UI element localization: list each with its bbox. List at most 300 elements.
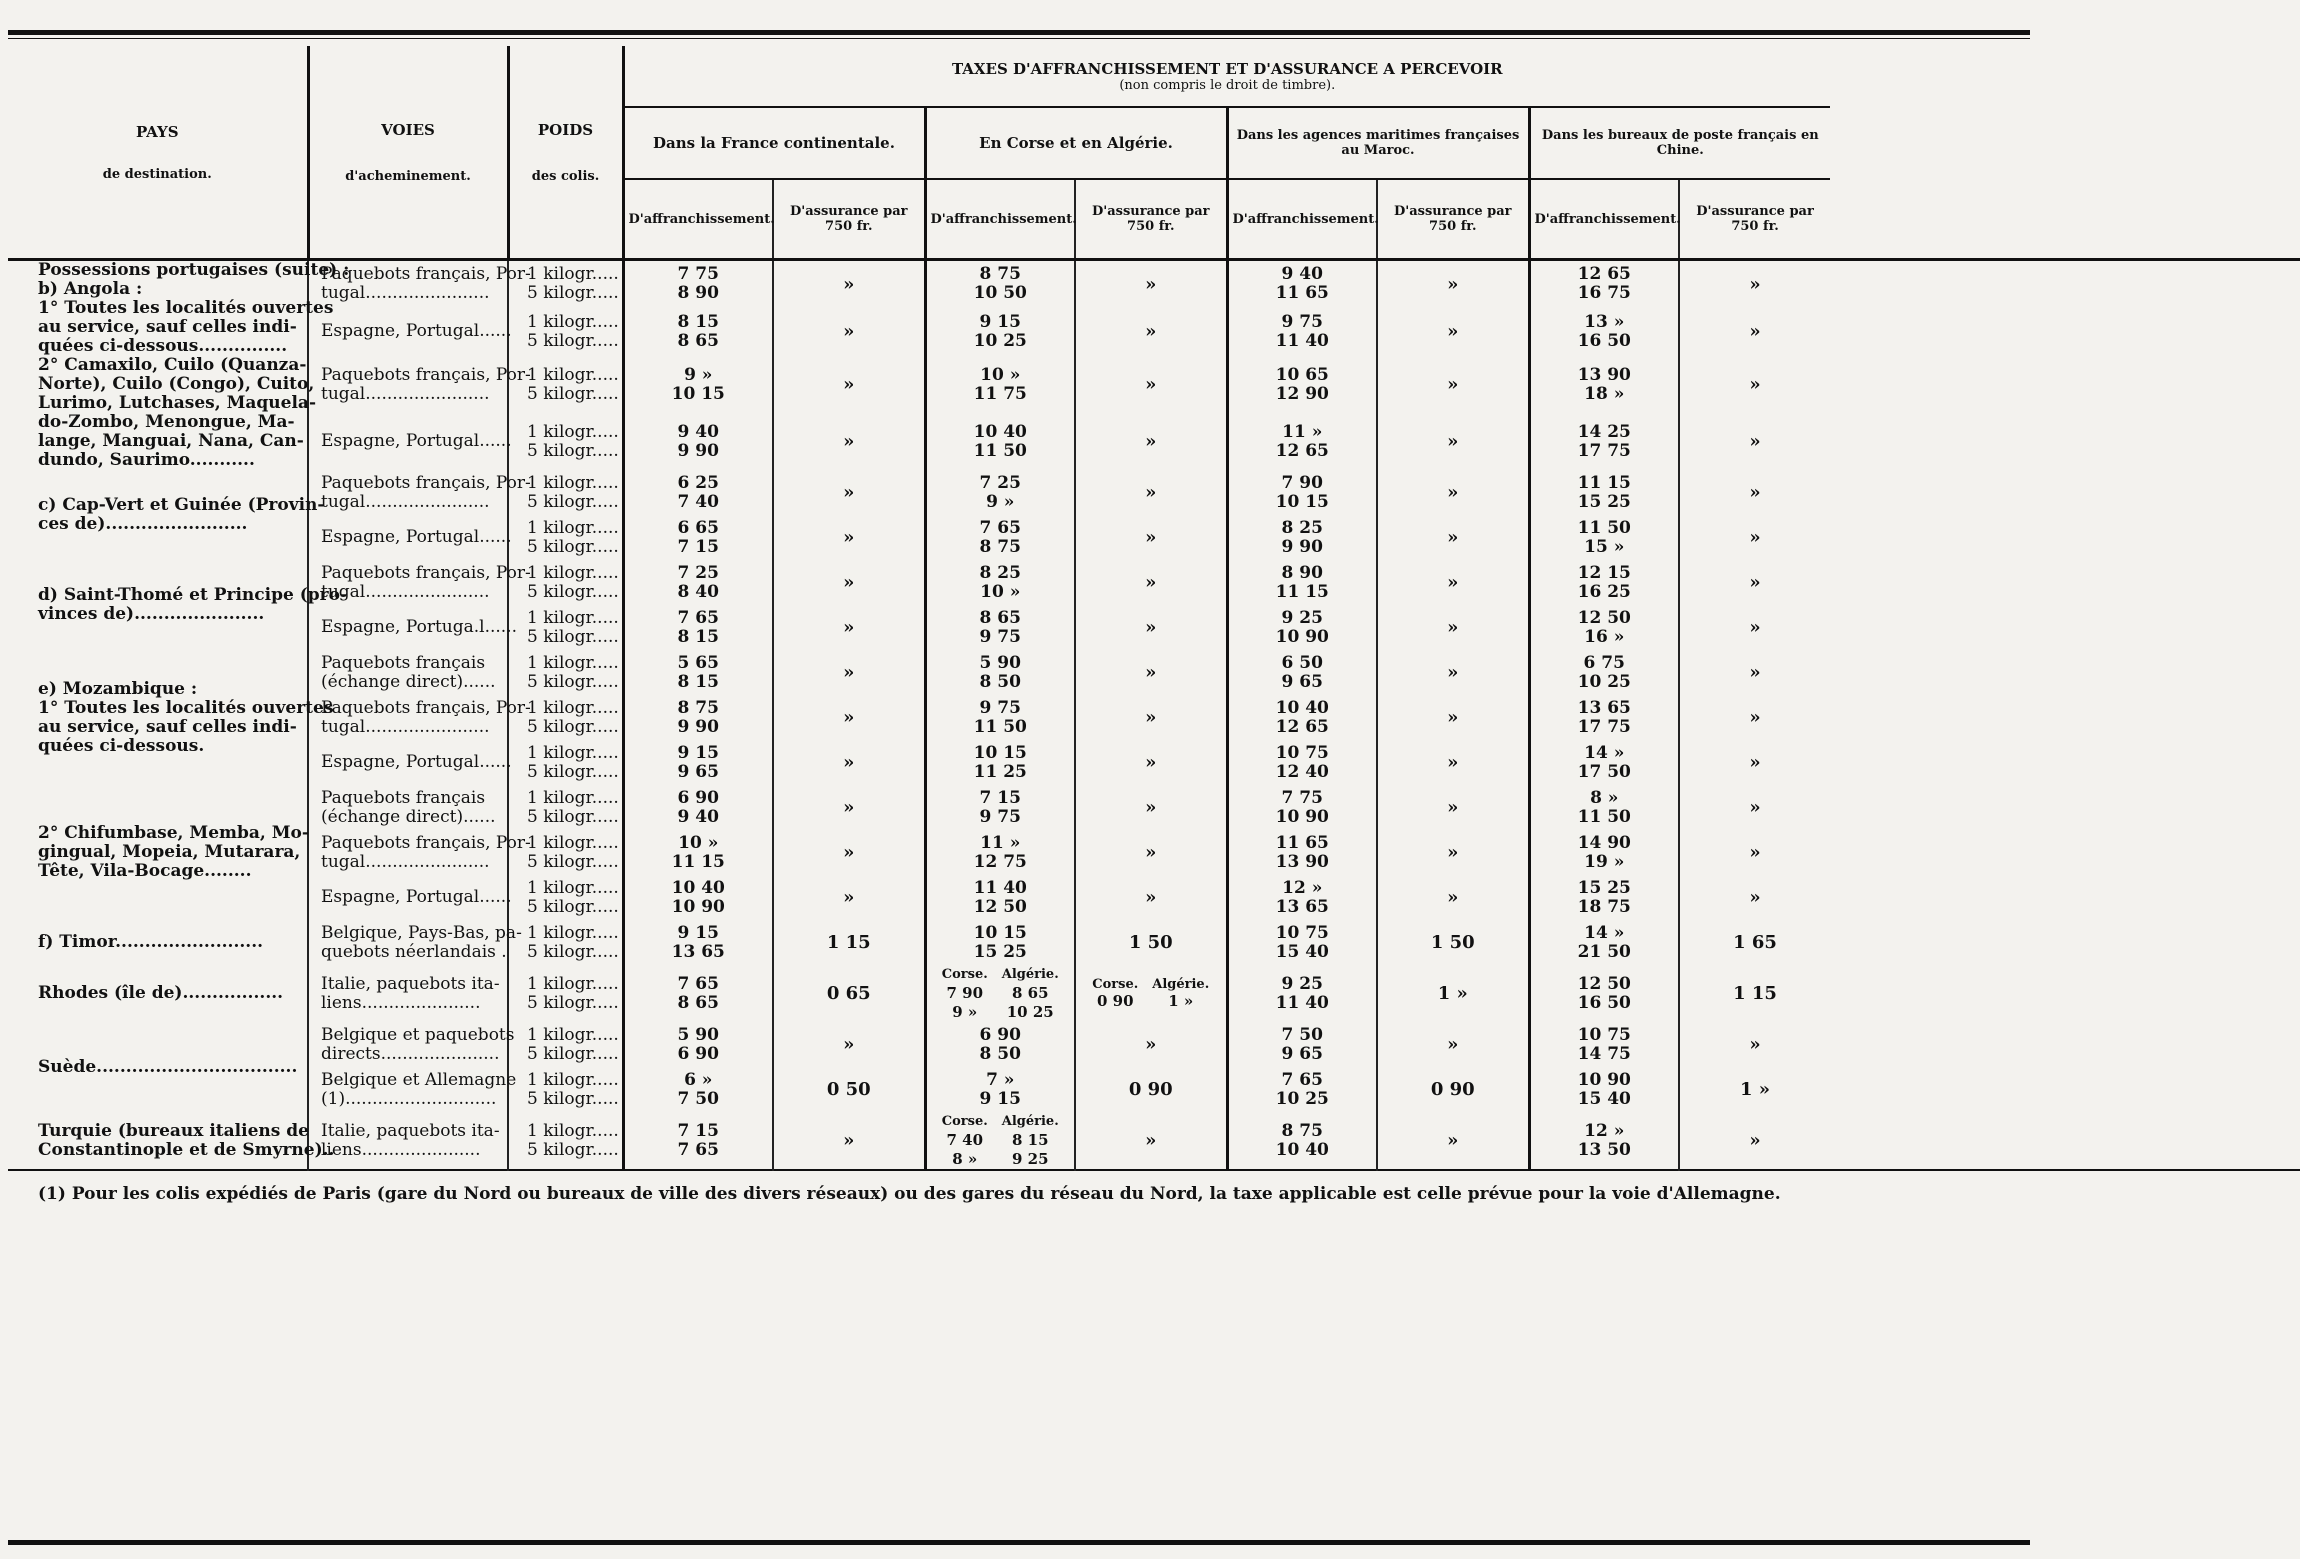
ass-france-value: » bbox=[843, 617, 855, 638]
aff-maroc-value: 11 » bbox=[1282, 421, 1323, 442]
route-line: Espagne, Portugal...... bbox=[321, 887, 512, 907]
weight-cell bbox=[508, 785, 623, 830]
ass-france-cell bbox=[773, 695, 925, 740]
corse-label: Corse. bbox=[941, 1114, 988, 1129]
ass-corse-value: » bbox=[1145, 572, 1157, 593]
aff-chine-value: 21 50 bbox=[1577, 941, 1631, 962]
aff-france-value: 7 65 bbox=[677, 607, 719, 628]
ass-chine-value: » bbox=[1749, 707, 1761, 728]
country-cell bbox=[8, 470, 325, 560]
weight-line: 1 kilogr..... bbox=[527, 1024, 619, 1045]
ass-chine-value: » bbox=[1749, 662, 1761, 683]
route-line: directs...................... bbox=[321, 1043, 500, 1064]
aff-chine-value: 15 » bbox=[1584, 536, 1625, 557]
ass-chine-cell bbox=[1679, 470, 1830, 515]
spacer-cell bbox=[1830, 740, 2300, 785]
ass-chine-value: » bbox=[1749, 321, 1761, 343]
ass-maroc-cell bbox=[1377, 650, 1529, 695]
ass-maroc-value: » bbox=[1447, 797, 1459, 818]
aff-chine-value: 14 75 bbox=[1577, 1043, 1631, 1064]
ass-chine-value: » bbox=[1749, 797, 1761, 818]
aff-france-value: 6 25 bbox=[677, 472, 719, 493]
ass-chine-value: 1 15 bbox=[1733, 983, 1777, 1004]
ass-chine-cell bbox=[1679, 965, 1830, 1022]
aff-maroc-value: 10 75 bbox=[1275, 742, 1329, 763]
aff-france-cell bbox=[623, 920, 773, 965]
spacer-cell bbox=[1830, 920, 2300, 965]
ass-chine-value: 1 65 bbox=[1733, 932, 1777, 953]
aff-france-value: 9 » bbox=[684, 364, 713, 385]
ass-maroc-cell bbox=[1377, 560, 1529, 605]
weight-cell bbox=[508, 605, 623, 650]
aff-corse-value: 10 25 bbox=[973, 330, 1027, 351]
weight-line: 1 kilogr..... bbox=[527, 697, 619, 718]
route-line: (échange direct)...... bbox=[321, 806, 496, 827]
ass-maroc-value: » bbox=[1447, 273, 1459, 295]
header-poids bbox=[508, 46, 623, 260]
zone-maroc: Dans les agences maritimes françaises au Maroc. bbox=[1227, 107, 1529, 179]
ass-france-cell bbox=[773, 515, 925, 560]
ass-maroc-cell bbox=[1377, 356, 1529, 413]
aff-chine-value: 18 75 bbox=[1577, 896, 1631, 917]
ass-corse-cell bbox=[1075, 308, 1227, 356]
aff-chine-value: 17 50 bbox=[1577, 761, 1631, 782]
route-line: tugal....................... bbox=[321, 581, 490, 602]
ass-france-cell bbox=[773, 740, 925, 785]
table-row bbox=[8, 785, 2300, 830]
table-row bbox=[8, 1067, 2300, 1112]
aff-france-value: 13 65 bbox=[671, 941, 725, 962]
aff-france-value: 8 90 bbox=[677, 283, 719, 304]
aff-maroc-value: 7 90 bbox=[1281, 472, 1323, 493]
aff-maroc-value: 13 65 bbox=[1275, 896, 1329, 917]
col-ass-france: D'assurance par 750 fr. bbox=[773, 179, 925, 260]
ass-corse-cell bbox=[1075, 1067, 1227, 1112]
aff-chine-value: 6 75 bbox=[1583, 652, 1625, 673]
ass-corse-value: » bbox=[1145, 431, 1157, 452]
aff-maroc-value: 7 75 bbox=[1281, 787, 1323, 808]
weight-cell bbox=[508, 740, 623, 785]
ass-maroc-value: » bbox=[1447, 527, 1459, 548]
table-row bbox=[8, 740, 2300, 785]
country-line: dundo, Saurimo........... bbox=[38, 450, 255, 470]
aff-chine-value: 12 50 bbox=[1577, 973, 1631, 994]
algerie-label: Algérie. bbox=[1152, 977, 1210, 992]
ass-maroc-value: 1 50 bbox=[1430, 932, 1475, 953]
ass-maroc-cell bbox=[1377, 515, 1529, 560]
aff-maroc-value: 10 40 bbox=[1275, 697, 1329, 718]
aff-corse-value: 9 » bbox=[986, 491, 1015, 512]
table-row bbox=[8, 560, 2300, 605]
header-spacer bbox=[1830, 46, 2300, 260]
header-row-1 bbox=[8, 46, 2300, 107]
header-pays-sub: de destination. bbox=[102, 166, 212, 182]
aff-chine-cell bbox=[1529, 356, 1679, 413]
aff-chine-cell bbox=[1529, 515, 1679, 560]
ass-maroc-value: » bbox=[1447, 374, 1459, 395]
ass-france-cell bbox=[773, 1067, 925, 1112]
aff-maroc-value: 12 65 bbox=[1275, 440, 1329, 461]
algerie-value: 10 25 bbox=[1006, 1003, 1054, 1021]
ass-chine-cell bbox=[1679, 1067, 1830, 1112]
aff-maroc-cell bbox=[1227, 1067, 1377, 1112]
aff-chine-cell bbox=[1529, 1067, 1679, 1112]
aff-corse-cell bbox=[925, 650, 1075, 695]
ass-maroc-value: » bbox=[1447, 1034, 1459, 1055]
ass-france-cell bbox=[773, 875, 925, 920]
aff-france-value: 10 40 bbox=[671, 877, 725, 898]
ass-france-value: » bbox=[843, 1034, 855, 1055]
ass-chine-cell bbox=[1679, 650, 1830, 695]
aff-maroc-cell bbox=[1227, 605, 1377, 650]
tariff-table bbox=[8, 46, 2300, 1211]
ass-corse-cell bbox=[1075, 605, 1227, 650]
corse-algerie-ass-split bbox=[1080, 977, 1222, 1010]
weight-line: 5 kilogr..... bbox=[527, 536, 619, 557]
ass-chine-value: » bbox=[1749, 572, 1761, 593]
route-line: Belgique et paquebots bbox=[321, 1024, 515, 1045]
aff-france-value: 6 90 bbox=[677, 787, 719, 808]
ass-corse-cell bbox=[1075, 1112, 1227, 1170]
aff-maroc-cell bbox=[1227, 356, 1377, 413]
weight-line: 5 kilogr..... bbox=[527, 440, 619, 461]
algerie-value: 8 15 bbox=[1011, 1131, 1049, 1149]
spacer-cell bbox=[1830, 560, 2300, 605]
aff-france-value: 7 40 bbox=[677, 491, 719, 512]
weight-cell bbox=[508, 650, 623, 695]
corse-ass-sub bbox=[1092, 977, 1138, 1010]
aff-chine-value: 15 25 bbox=[1577, 877, 1631, 898]
spacer-cell bbox=[1830, 1022, 2300, 1067]
aff-corse-cell bbox=[925, 785, 1075, 830]
route-line: Belgique et Allemagne bbox=[321, 1069, 517, 1090]
corse-value: 8 » bbox=[952, 1150, 978, 1168]
ass-france-value: 0 65 bbox=[826, 983, 871, 1004]
algerie-value: 8 65 bbox=[1011, 984, 1049, 1002]
ass-maroc-cell bbox=[1377, 830, 1529, 875]
aff-maroc-cell bbox=[1227, 1112, 1377, 1170]
route-cell bbox=[308, 308, 512, 356]
ass-corse-cell bbox=[1075, 260, 1227, 308]
ass-corse-value: » bbox=[1145, 374, 1157, 395]
bottom-rule bbox=[8, 1540, 2030, 1545]
country-cell bbox=[8, 1112, 335, 1170]
aff-corse-cell bbox=[925, 356, 1075, 413]
route-line: tugal....................... bbox=[321, 283, 490, 304]
aff-corse-value: 7 15 bbox=[979, 787, 1021, 808]
aff-corse-cell bbox=[925, 920, 1075, 965]
ass-chine-value: » bbox=[1749, 1034, 1761, 1055]
ass-chine-cell bbox=[1679, 560, 1830, 605]
ass-france-value: » bbox=[843, 752, 855, 773]
aff-chine-value: 8 » bbox=[1590, 787, 1619, 808]
aff-chine-value: 16 » bbox=[1584, 626, 1625, 647]
route-cell bbox=[308, 740, 512, 785]
aff-corse-value: 7 » bbox=[986, 1069, 1015, 1090]
aff-france-cell bbox=[623, 413, 773, 470]
ass-corse-cell bbox=[1075, 695, 1227, 740]
top-rule bbox=[8, 30, 2030, 35]
ass-maroc-cell bbox=[1377, 470, 1529, 515]
route-cell bbox=[308, 413, 512, 470]
spacer-cell bbox=[1830, 1112, 2300, 1170]
aff-corse-value: 12 50 bbox=[973, 896, 1027, 917]
aff-france-value: 9 90 bbox=[677, 440, 719, 461]
aff-france-value: 6 » bbox=[684, 1069, 713, 1090]
aff-corse-value: 11 40 bbox=[973, 877, 1027, 898]
weight-line: 5 kilogr..... bbox=[527, 992, 619, 1013]
ass-france-value: » bbox=[843, 797, 855, 818]
aff-france-value: 8 65 bbox=[677, 330, 719, 351]
ass-corse-cell bbox=[1075, 650, 1227, 695]
table-row bbox=[8, 920, 2300, 965]
weight-cell bbox=[508, 875, 623, 920]
algerie-ass-value: 1 » bbox=[1168, 992, 1194, 1010]
weight-line: 5 kilogr..... bbox=[527, 671, 619, 692]
aff-france-cell bbox=[623, 830, 773, 875]
ass-maroc-value: » bbox=[1447, 887, 1459, 908]
aff-maroc-value: 11 15 bbox=[1275, 581, 1329, 602]
country-line: au service, sauf celles indi- bbox=[38, 317, 297, 337]
ass-corse-cell bbox=[1075, 875, 1227, 920]
route-line: Paquebots français, Por- bbox=[321, 562, 531, 583]
ass-france-value: » bbox=[843, 482, 855, 503]
aff-maroc-cell bbox=[1227, 560, 1377, 605]
ass-chine-cell bbox=[1679, 740, 1830, 785]
spacer-cell bbox=[1830, 1067, 2300, 1112]
ass-corse-cell bbox=[1075, 965, 1227, 1022]
aff-chine-cell bbox=[1529, 1022, 1679, 1067]
ass-corse-cell bbox=[1075, 356, 1227, 413]
ass-france-cell bbox=[773, 605, 925, 650]
algerie-label: Algérie. bbox=[1001, 1114, 1059, 1129]
corse-sub bbox=[942, 1112, 988, 1169]
aff-maroc-value: 9 90 bbox=[1281, 536, 1323, 557]
aff-corse-cell bbox=[925, 260, 1075, 308]
algerie-label: Algérie. bbox=[1001, 967, 1059, 982]
weight-line: 1 kilogr..... bbox=[527, 421, 619, 442]
ass-maroc-cell bbox=[1377, 605, 1529, 650]
ass-chine-cell bbox=[1679, 260, 1830, 308]
ass-chine-value: » bbox=[1749, 842, 1761, 863]
ass-maroc-value: » bbox=[1447, 752, 1459, 773]
ass-maroc-value: » bbox=[1447, 707, 1459, 728]
aff-corse-value: 11 50 bbox=[973, 440, 1027, 461]
country-line: 2° Camaxilo, Cuilo (Quanza- bbox=[38, 355, 307, 375]
spacer-cell bbox=[1830, 650, 2300, 695]
route-line: Italie, paquebots ita- bbox=[321, 973, 500, 994]
aff-corse-cell bbox=[925, 1067, 1075, 1112]
corse-label: Corse. bbox=[941, 967, 988, 982]
header-taxes-title: TAXES D'AFFRANCHISSEMENT ET D'ASSURANCE A PERCEVOIR bbox=[951, 59, 1503, 78]
country-line: 1° Toutes les localités ouvertes bbox=[38, 697, 334, 718]
ass-france-value: » bbox=[843, 707, 855, 728]
aff-maroc-value: 7 50 bbox=[1281, 1024, 1323, 1045]
route-cell bbox=[308, 470, 531, 515]
aff-corse-value: 10 » bbox=[980, 581, 1021, 602]
aff-france-value: 8 75 bbox=[677, 697, 719, 718]
country-line: e) Mozambique : bbox=[38, 678, 198, 699]
aff-chine-value: 12 50 bbox=[1577, 607, 1631, 628]
ass-france-cell bbox=[773, 308, 925, 356]
col-aff-corse: D'affranchissement. bbox=[925, 179, 1075, 260]
weight-line: 1 kilogr..... bbox=[527, 1120, 619, 1141]
aff-chine-value: 17 75 bbox=[1577, 716, 1631, 737]
aff-chine-value: 10 90 bbox=[1577, 1069, 1631, 1090]
corse-ass-value: 0 90 bbox=[1096, 992, 1134, 1010]
ass-france-value: » bbox=[843, 431, 855, 452]
aff-maroc-value: 11 65 bbox=[1275, 283, 1329, 304]
ass-corse-cell bbox=[1075, 785, 1227, 830]
aff-corse-value: 9 75 bbox=[979, 806, 1021, 827]
aff-maroc-value: 10 75 bbox=[1275, 922, 1329, 943]
ass-chine-value: » bbox=[1749, 1130, 1761, 1151]
table-row bbox=[8, 830, 2300, 875]
route-cell bbox=[308, 830, 531, 875]
aff-france-value: 9 40 bbox=[677, 421, 719, 442]
weight-line: 1 kilogr..... bbox=[527, 562, 619, 583]
country-line: b) Angola : bbox=[38, 279, 143, 299]
spacer-cell bbox=[1830, 413, 2300, 470]
ass-corse-cell bbox=[1075, 740, 1227, 785]
country-cell bbox=[8, 1022, 308, 1112]
aff-chine-value: 12 » bbox=[1584, 1120, 1625, 1141]
table-row bbox=[8, 1022, 2300, 1067]
route-cell bbox=[308, 260, 531, 308]
aff-france-cell bbox=[623, 1112, 773, 1170]
route-cell bbox=[308, 695, 531, 740]
aff-corse-cell bbox=[925, 605, 1075, 650]
weight-line: 1 kilogr..... bbox=[527, 264, 619, 285]
table-row bbox=[8, 965, 2300, 1022]
ass-chine-cell bbox=[1679, 515, 1830, 560]
header-pays-title: PAYS bbox=[135, 122, 179, 141]
country-cell bbox=[8, 965, 308, 1022]
ass-maroc-cell bbox=[1377, 875, 1529, 920]
country-line: Rhodes (île de)................. bbox=[38, 983, 284, 1003]
aff-france-value: 5 65 bbox=[677, 652, 719, 673]
aff-chine-value: 17 75 bbox=[1577, 440, 1631, 461]
ass-france-cell bbox=[773, 785, 925, 830]
aff-maroc-value: 10 90 bbox=[1275, 806, 1329, 827]
ass-chine-value: » bbox=[1749, 482, 1761, 503]
country-line: vinces de)...................... bbox=[38, 604, 265, 624]
route-line: quebots néerlandais . bbox=[321, 941, 507, 962]
aff-corse-value: 10 » bbox=[980, 364, 1021, 385]
ass-corse-value: » bbox=[1145, 273, 1157, 295]
table-row bbox=[8, 515, 2300, 560]
aff-corse-cell bbox=[925, 515, 1075, 560]
aff-france-value: 9 40 bbox=[677, 806, 719, 827]
aff-maroc-value: 10 65 bbox=[1275, 364, 1329, 385]
ass-corse-cell bbox=[1075, 560, 1227, 605]
corse-value: 7 90 bbox=[946, 984, 984, 1002]
aff-chine-value: 12 65 bbox=[1577, 264, 1631, 285]
route-line: Paquebots français, Por- bbox=[321, 697, 531, 718]
aff-maroc-value: 12 » bbox=[1282, 877, 1323, 898]
spacer-cell bbox=[1830, 965, 2300, 1022]
country-line: quées ci-dessous. bbox=[38, 735, 205, 756]
country-line: Tête, Vila-Bocage........ bbox=[38, 861, 252, 881]
aff-chine-cell bbox=[1529, 413, 1679, 470]
ass-chine-cell bbox=[1679, 920, 1830, 965]
weight-cell bbox=[508, 1112, 623, 1170]
aff-france-value: 8 15 bbox=[677, 626, 719, 647]
ass-france-cell bbox=[773, 830, 925, 875]
aff-corse-value: 9 75 bbox=[979, 697, 1021, 718]
aff-corse-cell bbox=[925, 413, 1075, 470]
aff-maroc-cell bbox=[1227, 308, 1377, 356]
route-line: Paquebots français, Por- bbox=[321, 472, 531, 493]
ass-corse-value: » bbox=[1145, 1130, 1157, 1151]
spacer-cell bbox=[1830, 470, 2300, 515]
aff-france-value: 6 90 bbox=[677, 1043, 719, 1064]
col-aff-chine: D'affranchissement. bbox=[1529, 179, 1679, 260]
ass-france-value: » bbox=[843, 842, 855, 863]
aff-corse-cell bbox=[925, 470, 1075, 515]
aff-chine-value: 16 75 bbox=[1577, 283, 1631, 304]
header-taxes bbox=[623, 46, 1830, 107]
route-cell bbox=[308, 1067, 517, 1112]
aff-corse-value: 11 » bbox=[980, 832, 1021, 853]
table-row bbox=[8, 356, 2300, 413]
route-line: Paquebots français, Por- bbox=[321, 364, 531, 385]
ass-france-cell bbox=[773, 1112, 925, 1170]
aff-chine-value: 15 40 bbox=[1577, 1088, 1631, 1109]
aff-corse-value: 9 15 bbox=[979, 1088, 1021, 1109]
weight-line: 1 kilogr..... bbox=[527, 787, 619, 808]
route-line: liens...................... bbox=[321, 992, 481, 1013]
col-ass-corse: D'assurance par 750 fr. bbox=[1075, 179, 1227, 260]
country-line: quées ci-dessous............... bbox=[38, 336, 288, 356]
aff-corse-cell bbox=[925, 1112, 1075, 1170]
spacer-cell bbox=[1830, 308, 2300, 356]
spacer-cell bbox=[1830, 785, 2300, 830]
aff-chine-value: 16 50 bbox=[1577, 992, 1631, 1013]
ass-maroc-value: » bbox=[1447, 1130, 1459, 1151]
country-line: 1° Toutes les localités ouvertes bbox=[38, 298, 334, 318]
aff-maroc-value: 11 40 bbox=[1275, 992, 1329, 1013]
ass-chine-value: 1 » bbox=[1740, 1079, 1771, 1100]
country-cell bbox=[8, 785, 308, 920]
country-cell bbox=[8, 355, 317, 470]
aff-chine-value: 10 25 bbox=[1577, 671, 1631, 692]
table-row bbox=[8, 650, 2300, 695]
ass-corse-cell bbox=[1075, 920, 1227, 965]
ass-maroc-value: » bbox=[1447, 431, 1459, 452]
aff-corse-value: 8 65 bbox=[979, 607, 1021, 628]
header-taxes-sub: (non compris le droit de timbre). bbox=[1119, 77, 1336, 93]
aff-corse-value: 8 50 bbox=[979, 1043, 1021, 1064]
aff-corse-value: 8 25 bbox=[979, 562, 1021, 583]
ass-maroc-cell bbox=[1377, 413, 1529, 470]
route-cell bbox=[308, 515, 512, 560]
aff-corse-value: 11 50 bbox=[973, 716, 1027, 737]
aff-corse-cell bbox=[925, 875, 1075, 920]
aff-maroc-value: 9 65 bbox=[1281, 671, 1323, 692]
aff-france-value: 9 65 bbox=[677, 761, 719, 782]
aff-maroc-value: 9 75 bbox=[1281, 311, 1323, 332]
route-cell bbox=[308, 560, 531, 605]
aff-france-value: 8 40 bbox=[677, 581, 719, 602]
aff-maroc-value: 15 40 bbox=[1275, 941, 1329, 962]
aff-chine-value: 13 » bbox=[1584, 311, 1625, 332]
ass-france-cell bbox=[773, 560, 925, 605]
weight-cell bbox=[508, 1067, 623, 1112]
aff-corse-value: 11 75 bbox=[973, 383, 1027, 404]
aff-corse-cell bbox=[925, 830, 1075, 875]
ass-corse-cell bbox=[1075, 1022, 1227, 1067]
